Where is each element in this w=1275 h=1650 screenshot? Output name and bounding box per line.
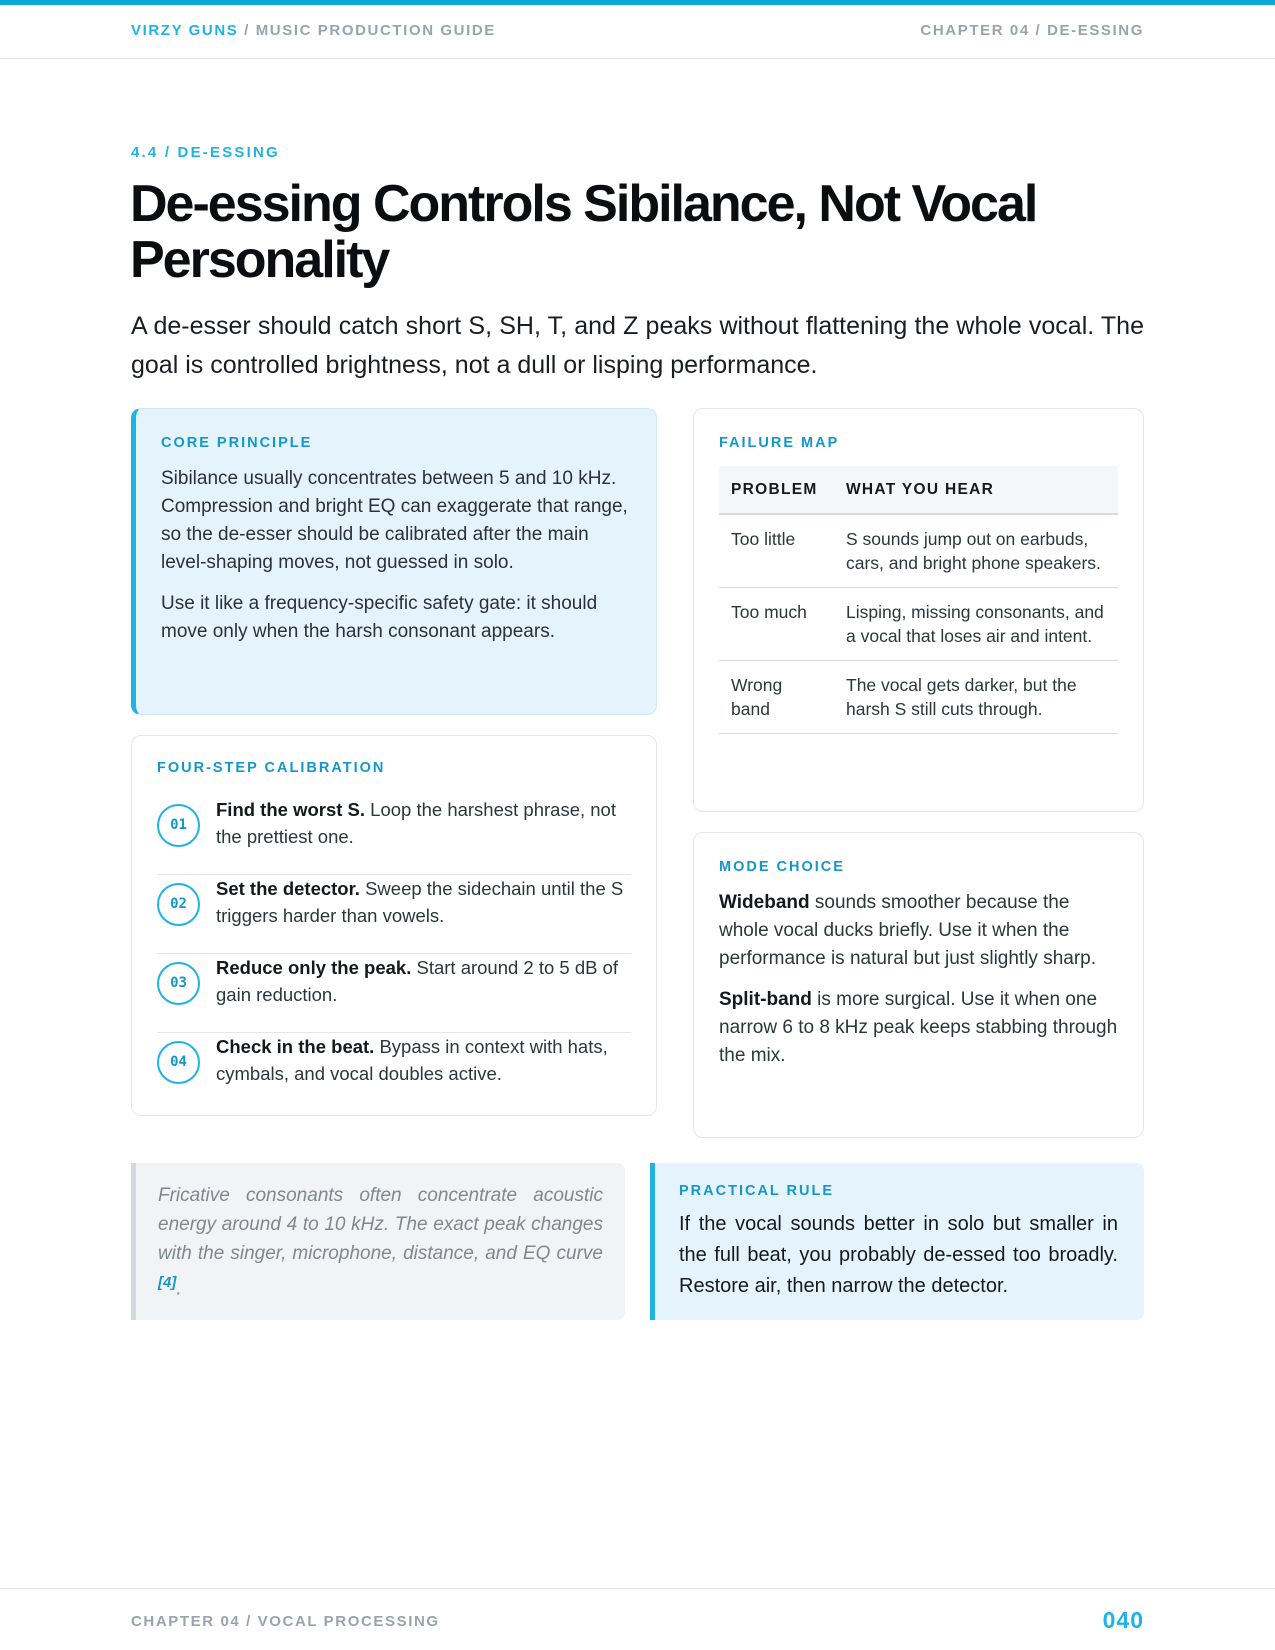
page-number: 040: [1102, 1607, 1144, 1633]
step-number-badge: 02: [157, 883, 200, 926]
step-number-badge: 03: [157, 962, 200, 1005]
table-row: [719, 514, 1118, 588]
step-description: Start around 2 to 5 dB of gain reduction.: [216, 957, 619, 1005]
hear-cell: The vocal gets darker, but the harsh S still cuts through.: [834, 661, 1118, 734]
header-breadcrumb: [131, 22, 496, 39]
mode-term: Split-band: [719, 989, 812, 1010]
step-number-badge: 01: [157, 804, 200, 847]
problem-cell: Wrong band: [719, 661, 834, 734]
quote-body: Fricative consonants often concentrate acoustic energy around 4 to 10 kHz. The exact peak changes with the singer, microphone, distance, and EQ curve: [158, 1185, 603, 1264]
quote-text: [158, 1181, 603, 1303]
research-quote: [131, 1163, 625, 1320]
table-row: [719, 588, 1118, 661]
failure-map-table: [719, 466, 1118, 734]
table-row: [719, 661, 1118, 734]
calibration-step: [157, 1033, 631, 1112]
mode-choice-card: [693, 832, 1144, 1138]
mode-choice-label: MODE CHOICE: [719, 859, 845, 875]
failure-map-card: [693, 408, 1144, 812]
step-title: Find the worst S.: [216, 799, 366, 820]
calibration-step: [157, 875, 631, 954]
header-brand: VIRZY GUNS: [131, 22, 239, 39]
section-kicker: 4.4 / DE-ESSING: [131, 144, 280, 161]
problem-cell: Too little: [719, 514, 834, 588]
hear-cell: S sounds jump out on earbuds, cars, and bright phone speakers.: [834, 514, 1118, 588]
lead-paragraph: A de-esser should catch short S, SH, T, and Z peaks without flattening the whole vocal. The goal is controlled brightness, not a dull or lisping performance.: [131, 312, 1144, 379]
core-principle-paragraph: Sibilance usually concentrates between 5 and 10 kHz. Compression and bright EQ can exaggerate that range, so the de-esser should be calibrated after the main level-shaping moves, not guessed in solo.: [161, 468, 628, 573]
mode-choice-paragraph: [719, 889, 1118, 973]
step-description: Sweep the sidechain until the S triggers harder than vowels.: [216, 878, 624, 926]
column-header-problem: PROBLEM: [719, 466, 834, 514]
practical-rule-label: PRACTICAL RULE: [679, 1183, 835, 1199]
step-text: [216, 1033, 636, 1087]
page-footer: [0, 1588, 1275, 1650]
table-header-row: [719, 466, 1118, 514]
step-description: Bypass in context with hats, cymbals, and vocal doubles active.: [216, 1036, 608, 1084]
step-text: [216, 954, 636, 1008]
core-principle-card: [131, 408, 657, 715]
calibration-step: [157, 796, 631, 875]
mode-description: sounds smoother because the whole vocal ducks briefly. Use it when the performance is natural but just slightly sharp.: [719, 892, 1097, 969]
step-title: Set the detector.: [216, 878, 360, 899]
header-chapter: CHAPTER 04 / DE-ESSING: [920, 22, 1144, 39]
calibration-step: [157, 954, 631, 1033]
practical-rule-callout: [650, 1163, 1144, 1320]
core-principle-label: CORE PRINCIPLE: [161, 435, 313, 451]
core-principle-paragraph: Use it like a frequency-specific safety gate: it should move only when the harsh consonant appears.: [161, 593, 598, 642]
mode-term: Wideband: [719, 892, 810, 913]
calibration-label: FOUR-STEP CALIBRATION: [157, 760, 386, 776]
step-number-badge: 04: [157, 1041, 200, 1084]
column-header-what-you-hear: WHAT YOU HEAR: [834, 466, 1118, 514]
hear-cell: Lisping, missing consonants, and a vocal that loses air and intent.: [834, 588, 1118, 661]
practical-rule-text: If the vocal sounds better in solo but smaller in the full beat, you probably de-essed too broadly. Restore air, then narrow the detector.: [679, 1213, 1118, 1297]
calibration-card: [131, 735, 657, 1116]
quote-end: .: [176, 1278, 182, 1300]
step-description: Loop the harshest phrase, not the prettiest one.: [216, 799, 616, 847]
step-text: [216, 796, 636, 850]
mode-choice-paragraph: [719, 986, 1118, 1070]
page-title: De-essing Controls Sibilance, Not Vocal Personality: [130, 175, 1037, 289]
mode-description: is more surgical. Use it when one narrow 6 to 8 kHz peak keeps stabbing through the mix.: [719, 989, 1118, 1066]
step-text: [216, 875, 636, 929]
step-title: Check in the beat.: [216, 1036, 375, 1057]
step-title: Reduce only the peak.: [216, 957, 412, 978]
footer-chapter: CHAPTER 04 / VOCAL PROCESSING: [131, 1613, 440, 1630]
page-header: [0, 5, 1275, 59]
failure-map-label: FAILURE MAP: [719, 435, 840, 451]
header-guide: / MUSIC PRODUCTION GUIDE: [238, 22, 496, 39]
citation-reference[interactable]: [4]: [158, 1274, 177, 1291]
problem-cell: Too much: [719, 588, 834, 661]
